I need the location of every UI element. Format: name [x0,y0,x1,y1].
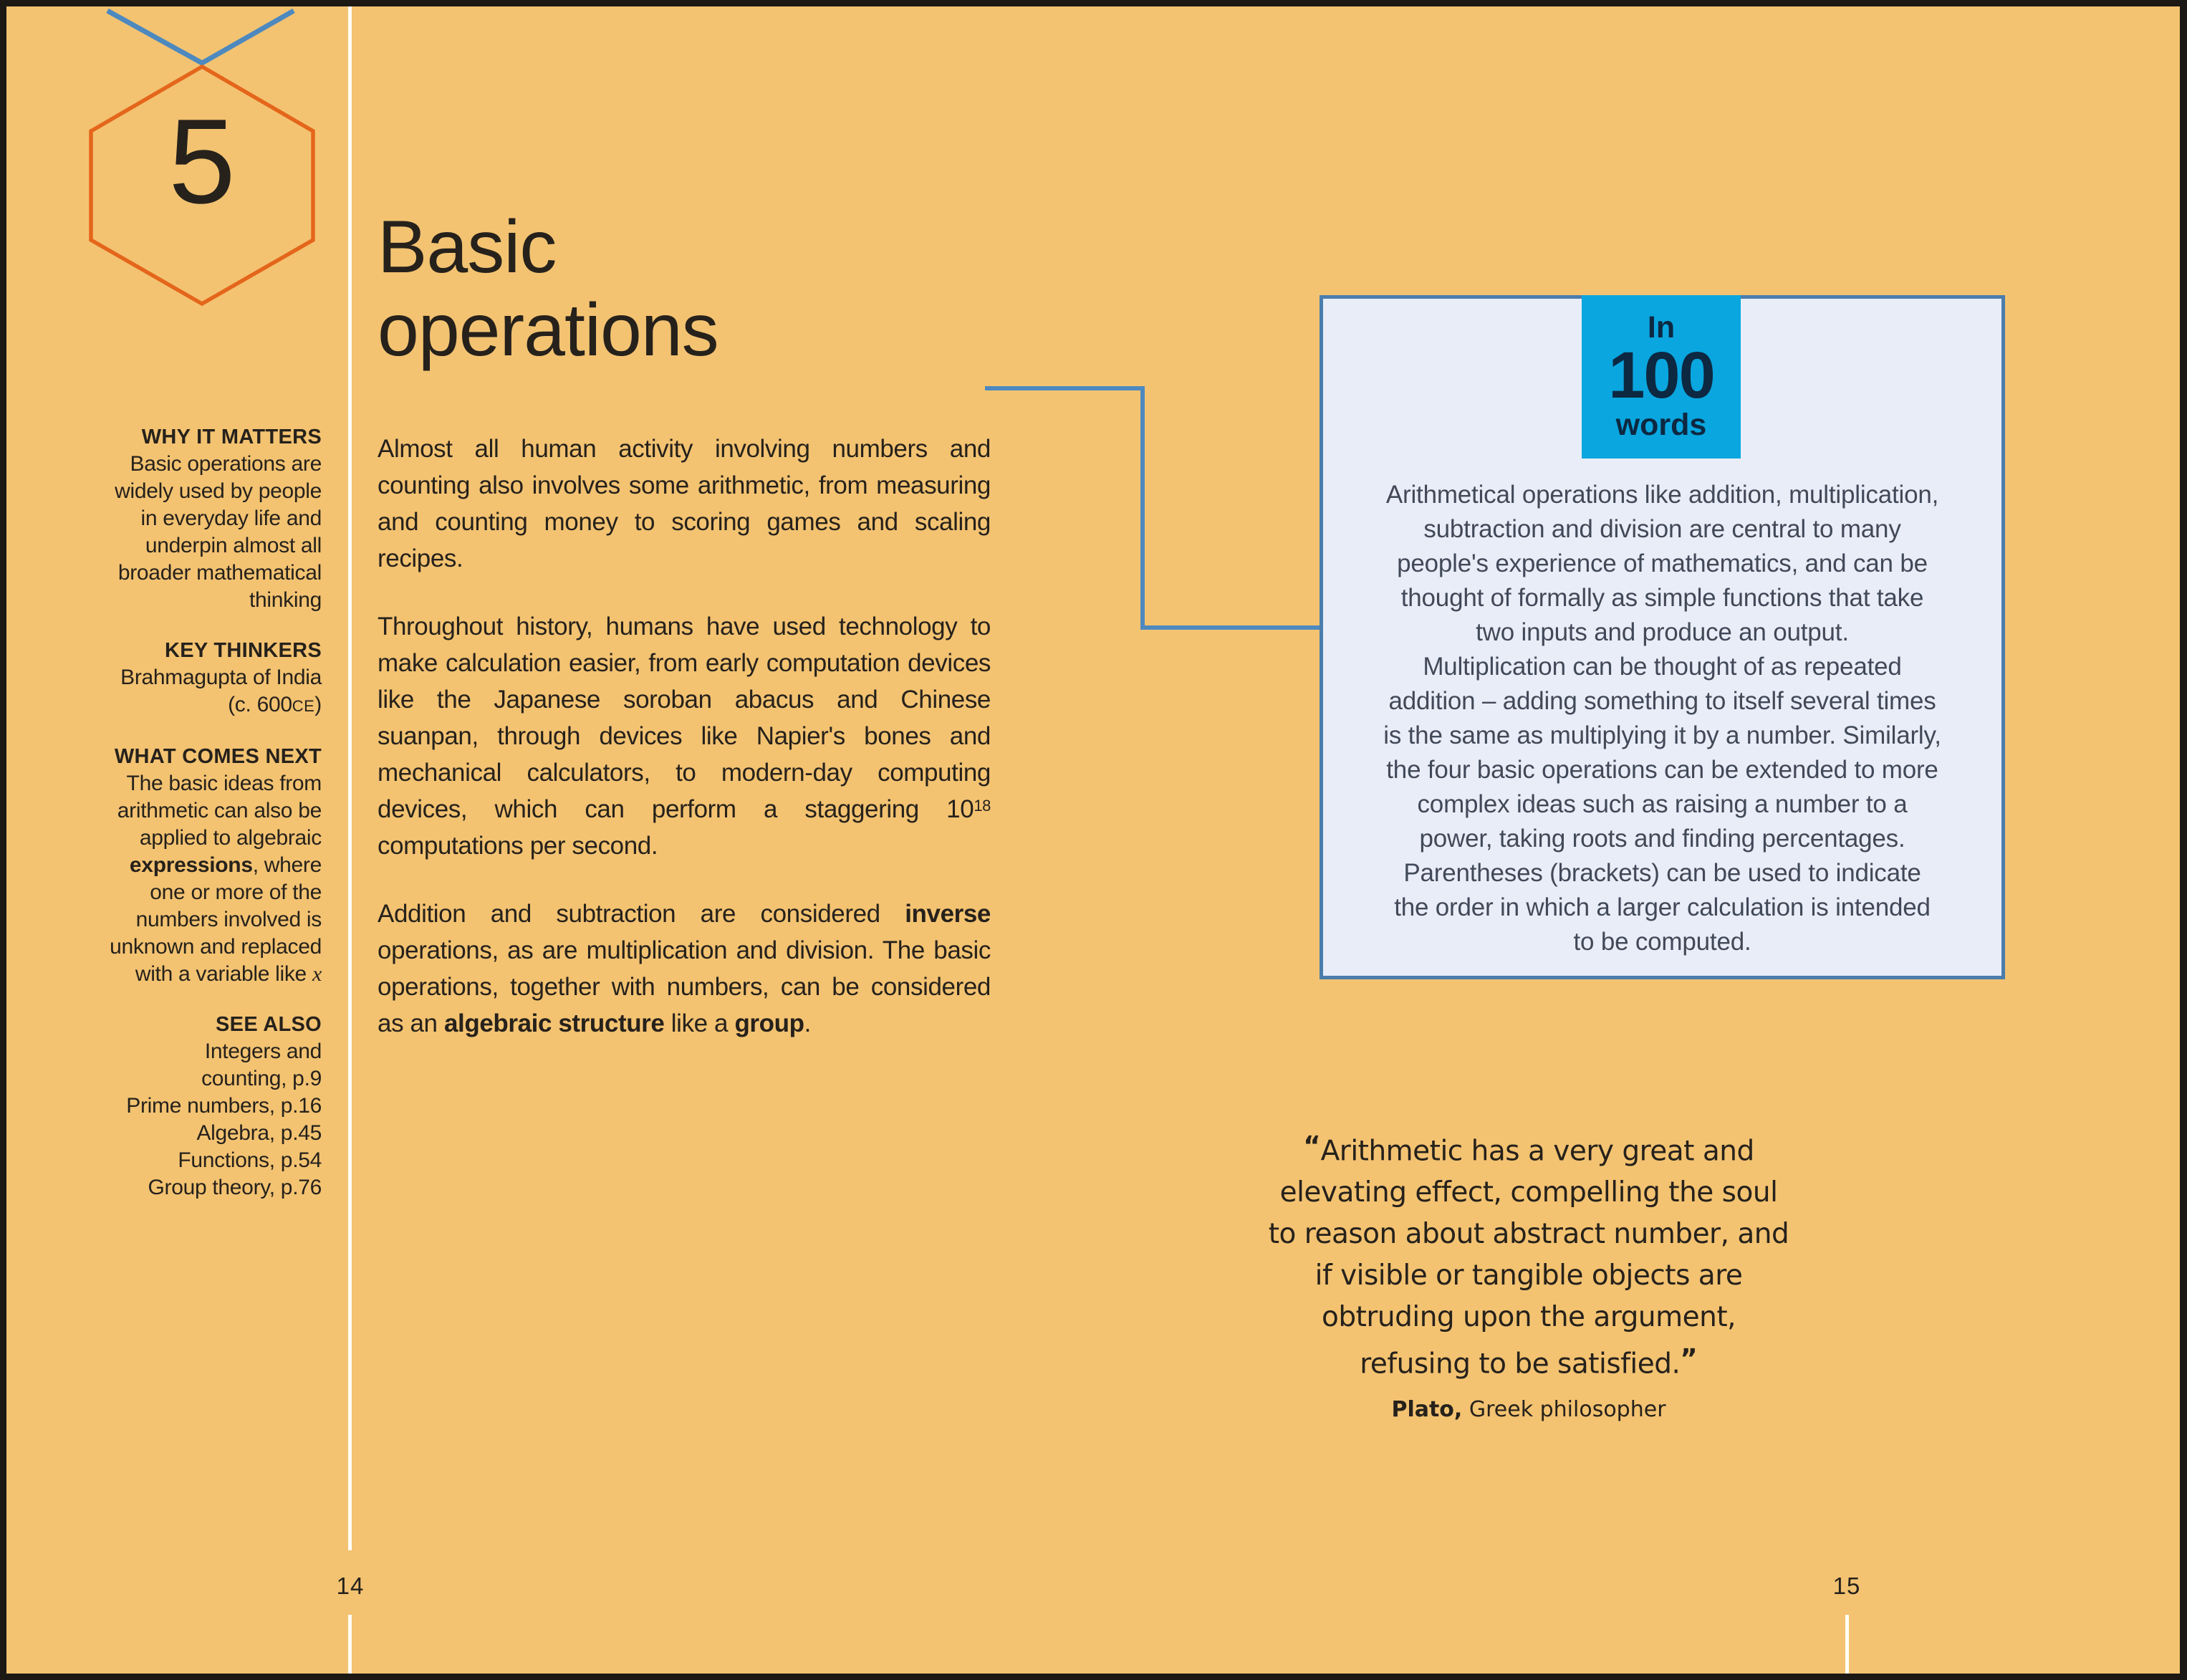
sidebar-line: Brahmagupta of India [120,666,322,689]
open-quote-icon: “ [1303,1131,1321,1161]
quote-attribution [1217,1396,1840,1424]
sidebar-section-key-thinkers [44,637,322,720]
in-100-words-text [1337,478,1987,959]
sidebar-line: arithmetic can also be [117,799,322,822]
see-also-entry: Integers and [204,1040,322,1063]
sidebar-line: underpin almost all [145,534,322,557]
infobox-line: Arithmetical operations like addition, multiplication, [1385,481,1939,509]
infobox-line: complex ideas such as raising a number to a [1417,790,1908,818]
page-spread [6,6,2180,1674]
key-date-era: CE [292,697,315,715]
algebraic-structure-bold: algebraic structure [443,1009,665,1037]
infobox-line: Parentheses (brackets) can be used to indicate [1403,859,1921,887]
infobox-line: power, taking roots and finding percentages. [1419,825,1905,853]
sidebar-line: unknown and replaced [110,935,322,959]
sidebar-section-why-it-matters [44,423,322,614]
quote-text: Arithmetic has a very great and [1320,1135,1754,1168]
in-100-words-box [1320,295,2005,979]
para2-text-end: computations per second. [378,832,658,860]
quote-text: refusing to be satisfied. [1360,1348,1681,1381]
pull-quote [1217,1125,1840,1424]
body-paragraph-3 [378,896,991,1042]
page-title-line2: operations [378,289,718,372]
infobox-line: the order in which a larger calculation is intended [1394,893,1931,921]
body-paragraph-2 [378,608,991,864]
see-also-entry: Group theory, p.76 [148,1176,322,1199]
see-also-entry: counting, p.9 [201,1067,322,1090]
sidebar-heading-why-it-matters: WHY IT MATTERS [141,426,322,448]
body-text [378,431,991,1073]
infobox-line: two inputs and produce an output. [1476,618,1849,646]
infobox-line: subtraction and division are central to many [1423,515,1901,543]
para2-text: Throughout history, humans have used technology to make calculation easier, from early computation devices like the Japanese soroban abacus and Chinese suanpan, through devices like Napier's bones and mechanical calculators, to modern-day computing devices, which can perform a staggering 10 [378,613,991,823]
sidebar-line: one or more of the [150,880,322,904]
infobox-line: to be computed. [1573,928,1751,956]
infobox-line: is the same as multiplying it by a number. Similarly, [1383,721,1941,749]
right-page-number: 15 [1832,1573,1861,1599]
quote-line [1217,1338,1840,1385]
para2-superscript: 18 [974,797,991,815]
infobox-line: Multiplication can be thought of as repeated [1423,653,1902,681]
see-also-entry: Algebra, p.45 [196,1121,322,1145]
sidebar-heading-key-thinkers: KEY THINKERS [165,639,322,662]
page-title [378,206,1022,372]
close-quote-icon: ” [1680,1343,1698,1375]
para3-text: operations, as are multiplication and division. The basic operations, together with numbers, can be considered as an [378,936,991,1037]
variable-line-prefix: with a variable like [135,962,312,986]
quote-line: elevating effect, compelling the soul [1279,1176,1778,1209]
sidebar-line: Basic operations are [130,452,322,476]
tab-word-words: words [1615,408,1707,442]
left-page-number: 14 [336,1573,365,1599]
key-date-suffix: ) [314,693,322,716]
sidebar-heading-see-also: SEE ALSO [216,1013,322,1036]
tab-number-100: 100 [1608,339,1714,412]
sidebar-line: numbers involved is [135,908,322,931]
quote-line: to reason about abstract number, and [1268,1218,1789,1251]
expressions-bold: expressions [129,853,253,877]
variable-x-italic: x [312,962,322,986]
see-also-entry: Prime numbers, p.16 [126,1094,322,1118]
blue-hexagon-fragment-icon [107,11,294,63]
left-page-rule-bottom [348,1615,352,1674]
quote-line [1217,1125,1840,1172]
infobox-line: people's experience of mathematics, and can be [1397,549,1928,577]
expressions-rest: , where [252,853,322,877]
quote-author-role: Greek philosopher [1462,1396,1666,1422]
sidebar-section-what-comes-next [44,743,322,988]
sidebar-line: widely used by people [115,479,322,503]
sidebar-line: The basic ideas from [126,772,322,795]
sidebar [44,423,322,1201]
para3-text: like a [664,1009,735,1037]
body-paragraph-1: Almost all human activity involving numbers and counting also involves some arithmetic, from measuring and counting money to scoring games and scaling recipes. [378,435,991,572]
tab-word-in: In [1647,310,1676,345]
left-page-rule-top [348,6,352,1550]
right-page-rule-bottom [1845,1615,1849,1674]
chapter-number: 5 [168,94,236,229]
infobox-line: the four basic operations can be extended to more [1386,756,1938,784]
connector-line-icon [977,375,1328,637]
para3-text: Addition and subtraction are considered [378,900,905,928]
infobox-line: addition – adding something to itself several times [1388,687,1936,715]
sidebar-line [44,691,322,720]
page-title-line1: Basic [378,206,557,289]
key-date-prefix: (c. 600 [228,693,292,716]
sidebar-line [44,852,322,879]
inverse-bold: inverse [905,900,991,928]
sidebar-line: broader mathematical [117,561,322,585]
sidebar-line [44,961,322,988]
group-bold: group [734,1009,804,1037]
sidebar-section-see-also [44,1011,322,1201]
para3-text: . [804,1009,811,1037]
sidebar-heading-what-comes-next: WHAT COMES NEXT [114,745,322,768]
quote-line: if visible or tangible objects are [1314,1259,1743,1292]
sidebar-line: applied to algebraic [139,826,322,850]
infobox-line: thought of formally as simple functions that take [1400,584,1924,612]
in-100-words-tab [1582,295,1741,459]
see-also-entry: Functions, p.54 [178,1148,322,1172]
quote-author: Plato, [1391,1396,1463,1422]
sidebar-line: in everyday life and [140,507,322,530]
quote-line: obtruding upon the argument, [1321,1301,1736,1334]
sidebar-line: thinking [249,588,322,612]
